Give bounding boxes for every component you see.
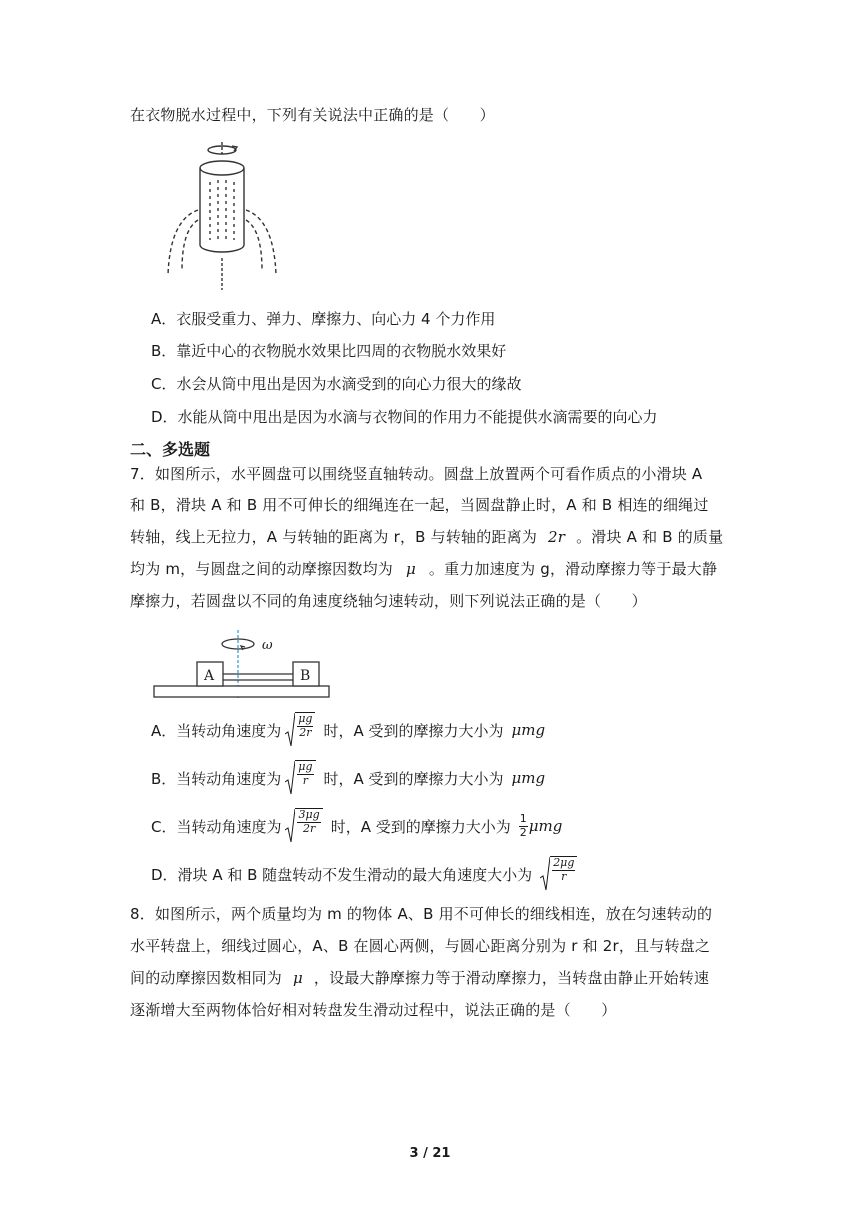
rad-den: 2r — [302, 821, 316, 835]
sqrt-expression — [285, 808, 322, 844]
q7-line-5: 摩擦力，若圆盘以不同的角速度绕轴匀速转动，则下列说法正确的是（ ） — [130, 592, 647, 610]
rad-den: 2r — [299, 725, 312, 739]
q7-option-b-result: μmg — [511, 769, 546, 787]
q7-line-4 — [130, 558, 717, 579]
page-number: 3 / 21 — [409, 1146, 451, 1161]
q7-option-d-prefix: D．滑块 A 和 B 随盘转动不发生滑动的最大角速度大小为 — [151, 865, 533, 884]
q8-line-1: 8．如图所示，两个质量均为 m 的物体 A、B 用不可伸长的细线相连，放在匀速转动的 — [130, 905, 713, 923]
q7-line-3 — [130, 526, 723, 547]
q6-option-b: B．靠近中心的衣物脱水效果比四周的衣物脱水效果好 — [151, 342, 507, 360]
q7-option-d — [151, 856, 581, 892]
rad-den: r — [561, 869, 567, 883]
q7-option-c-prefix: C．当转动角速度为 — [151, 817, 282, 836]
section-heading: 二、多选题 — [130, 440, 211, 459]
q6-option-a: A．衣服受重力、弹力、摩擦力、向心力 4 个力作用 — [151, 310, 496, 328]
q7-option-c — [151, 808, 562, 844]
q8-line-4: 逐渐增大至两物体恰好相对转盘发生滑动过程中，说法正确的是（ ） — [130, 1001, 617, 1019]
q7-option-a-prefix: A．当转动角速度为 — [151, 721, 282, 740]
rad-num: μg — [298, 760, 313, 773]
q8-line-3-text: 间的动摩擦因数相同为 — [130, 969, 283, 987]
q8-line-2: 水平转盘上，细线过圆心，A、B 在圆心两侧，与圆心距离分别为 r 和 2r，且与转盘之 — [130, 937, 711, 955]
q6-option-c: C．水会从筒中甩出是因为水滴受到的向心力很大的缘故 — [151, 375, 522, 393]
spin-dryer-figure — [160, 140, 290, 295]
sqrt-expression — [285, 760, 315, 796]
rad-num: 3μg — [298, 808, 320, 821]
rad-den: r — [302, 773, 309, 787]
q7-option-a — [151, 712, 545, 748]
q6-stem: 在衣物脱水过程中，下列有关说法中正确的是（ ） — [130, 106, 495, 124]
q7-option-c-result: μmg — [528, 817, 563, 835]
q7-option-a-result: μmg — [511, 721, 546, 739]
block-a-label: A — [204, 668, 215, 684]
q7-line-3-tail: 。滑块 A 和 B 的质量 — [576, 528, 724, 546]
q7-line-3-math: 2r — [548, 528, 566, 546]
q8-line-3-tail: ，设最大静摩擦力等于滑动摩擦力，当转盘由静止开始转速 — [313, 969, 710, 987]
block-b-label: B — [300, 668, 311, 684]
sqrt-expression — [540, 856, 577, 892]
q7-option-c-mid: 时，A 受到的摩擦力大小为 — [330, 817, 511, 836]
rad-num: 2μg — [553, 856, 575, 869]
sqrt-expression — [285, 712, 315, 748]
rad-num: μg — [298, 712, 313, 725]
q7-line-4-math: μ — [405, 560, 416, 578]
q8-line-3 — [130, 967, 709, 988]
q7-option-a-mid: 时，A 受到的摩擦力大小为 — [323, 721, 504, 740]
q7-line-4-tail: 。重力加速度为 g，滑动摩擦力等于最大静 — [428, 560, 718, 578]
q7-option-b-mid: 时，A 受到的摩擦力大小为 — [323, 769, 504, 788]
q7-line-1: 7．如图所示，水平圆盘可以围绕竖直轴转动。圆盘上放置两个可看作质点的小滑块 A — [130, 465, 703, 483]
omega-label: ω — [262, 638, 273, 653]
q7-line-3-text: 转轴，线上无拉力，A 与转轴的距离为 r，B 与转轴的距离为 — [130, 528, 538, 546]
q7-line-4-text: 均为 m，与圆盘之间的动摩擦因数均为 — [130, 560, 393, 578]
q7-line-2: 和 B，滑块 A 和 B 用不可伸长的细绳连在一起，当圆盘静止时，A 和 B 相连的细绳过 — [130, 496, 709, 514]
q6-option-d: D．水能从筒中甩出是因为水滴与衣物间的作用力不能提供水滴需要的向心力 — [151, 408, 658, 426]
q8-line-3-math: μ — [292, 969, 303, 987]
frac-den: 2 — [519, 825, 527, 839]
frac-num: 1 — [519, 812, 527, 826]
q7-option-b-prefix: B．当转动角速度为 — [151, 769, 282, 788]
turntable-figure — [152, 628, 332, 700]
q7-option-b — [151, 760, 545, 796]
fraction — [519, 813, 528, 838]
